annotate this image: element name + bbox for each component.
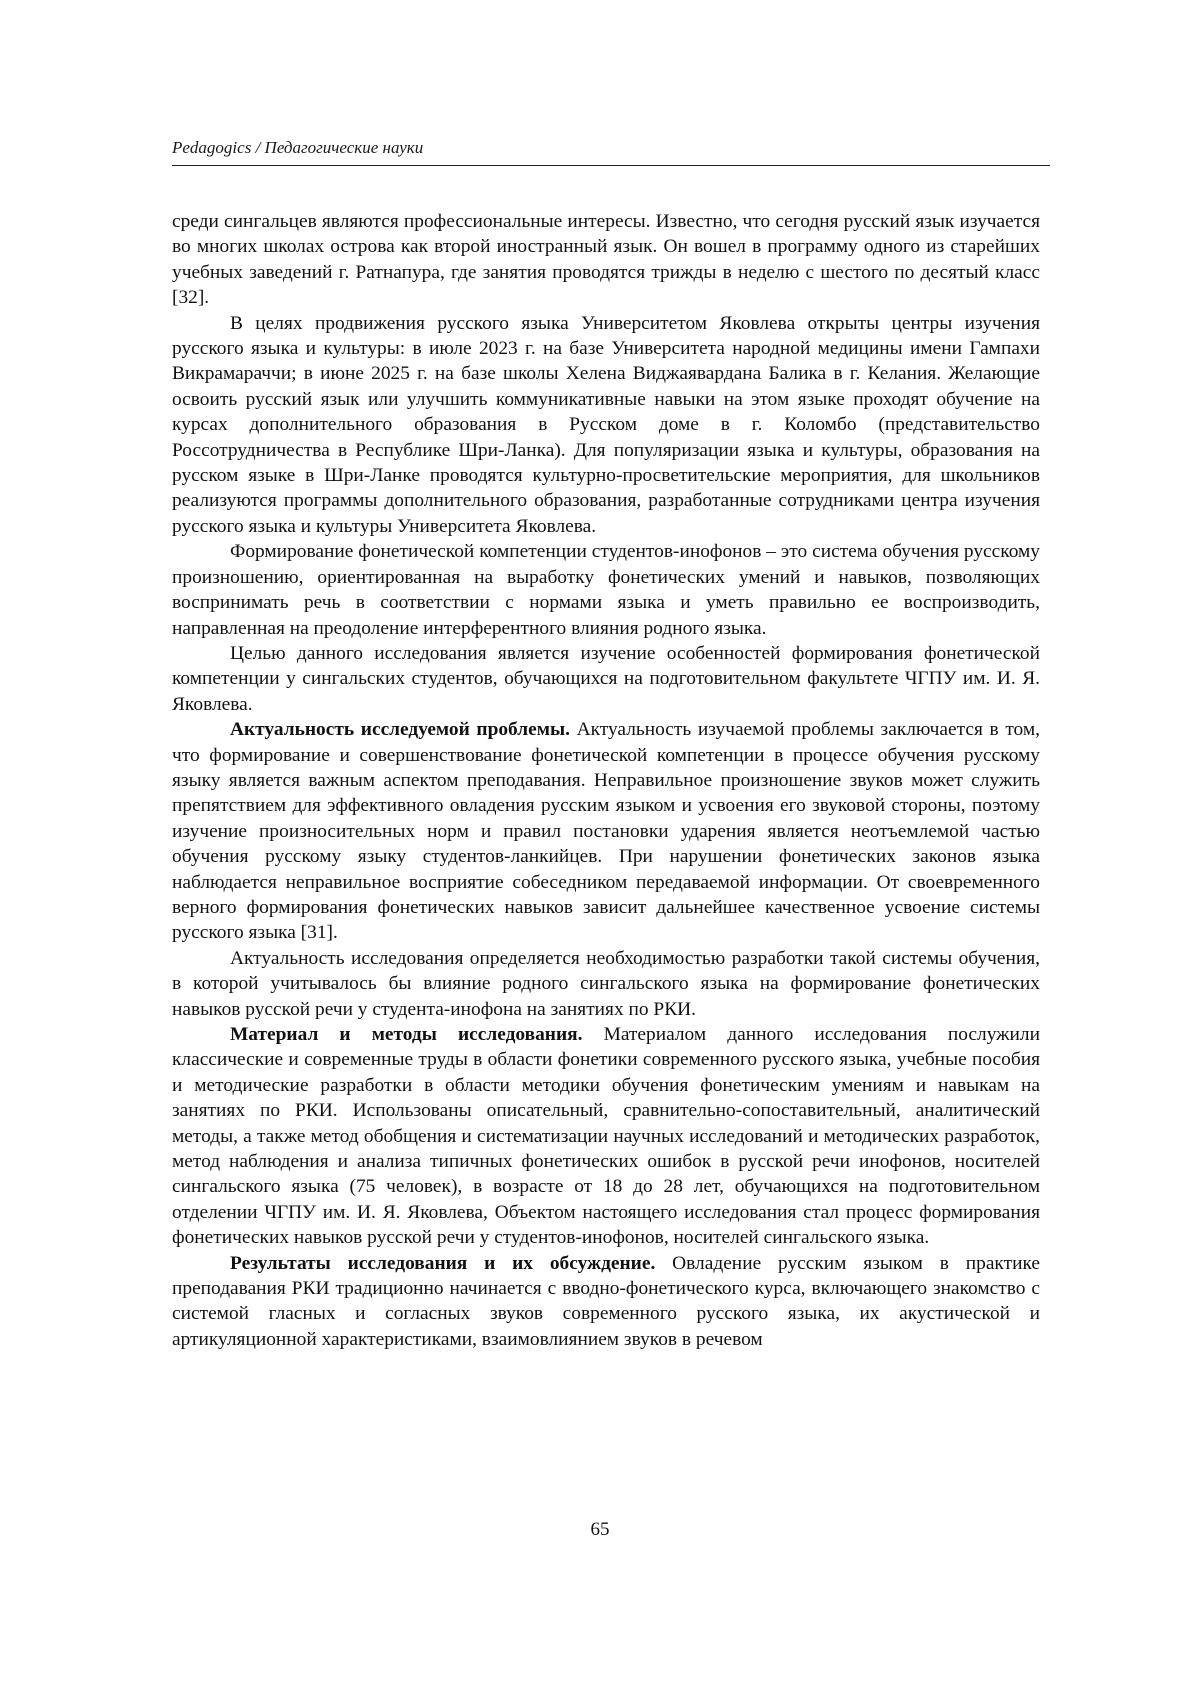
paragraph-relevance xyxy=(172,717,1040,946)
paragraph-text: В целях продвижения русского языка Университетом Яковлева открыты центры изучения русского языка и культуры: в июле 2023 г. на базе Университета народной медицины имени Гампахи Викрамараччи; в июне 2025 г. на базе школы Хелена Виджаявардана Балика в г. Келания. Желающие освоить русский язык или улучшить коммуникативные навыки на этом языке проходят обучение на курсах дополнительного образования в Русском доме в г. Коломбо (представительство Россотрудничества в Республике Шри-Ланка). Для популяризации языка и культуры, образования на русском языке в Шри-Ланке проводятся культурно-просветительские мероприятия, для школьников реализуются программы дополнительного образования, разработанные сотрудниками центра изучения русского языка и культуры Университета Яковлева. xyxy=(172,312,1040,537)
paragraph-results xyxy=(172,1251,1040,1353)
section-heading-methods: Материал и методы исследования. xyxy=(230,1024,583,1045)
paragraph-text: Овладение русским языком в практике преподавания РКИ традиционно начинается с вводно-фонетического курса, включающего знакомство с системой гласных и согласных звуков современного русского языка, их акустической и артикуляционной характеристиками, взаимовлиянием звуков в речевом xyxy=(172,1252,1040,1350)
paragraph-text: среди сингальцев являются профессиональные интересы. Известно, что сегодня русский язык изучается во многих школах острова как второй иностранный язык. Он вошел в программу одного из старейших учебных заведений г. Ратнапура, где занятия проводятся трижды в неделю с шестого по десятый класс [32]. xyxy=(172,211,1040,309)
paragraph-methods xyxy=(172,1022,1040,1251)
paragraph-1 xyxy=(172,209,1040,311)
section-heading-results: Результаты исследования и их обсуждение. xyxy=(230,1252,656,1274)
paragraph-text: Формирование фонетической компетенции студентов-инофонов – это система обучения русскому произношению, ориентированная на выработку фонетических умений и навыков, позволяющих воспринимать речь в соответствии с нормами языка и уметь правильно ее воспроизводить, направленная на преодоление интерферентного влияния родного языка. xyxy=(172,541,1040,639)
paragraph-4 xyxy=(172,641,1040,717)
section-heading-relevance: Актуальность исследуемой проблемы. xyxy=(230,719,570,741)
paragraph-6 xyxy=(172,946,1040,1022)
article-body xyxy=(172,209,1040,1352)
header-rule xyxy=(172,165,1050,166)
paragraph-text: Актуальность изучаемой проблемы заключается в том, что формирование и совершенствование фонетической компетенции в процессе обучения русскому языку является важным аспектом преподавания. Неправильное произношение звуков может служить препятствием для эффективного овладения русским языком и усвоения его звуковой стороны, поэтому изучение произносительных норм и правил постановки ударения является неотъемлемой частью обучения русскому языку студентов-ланкийцев. При нарушении фонетических законов языка наблюдается неправильное восприятие собеседником передаваемой информации. От своевременного верного формирования фонетических навыков зависит дальнейшее качественное усвоение системы русского языка [31]. xyxy=(172,719,1040,944)
paragraph-3 xyxy=(172,539,1040,641)
paragraph-2 xyxy=(172,311,1040,540)
paragraph-text: Материалом данного исследования послужили классические и современные труды в области фонетики современного русского языка, учебные пособия и методические разработки в области методики обучения фонетическим умениям и навыкам на занятиях по РКИ. Использованы описательный, сравнительно-сопоставительный, аналитический методы, а также метод обобщения и систематизации научных исследований и методических разработок, метод наблюдения и анализа типичных фонетических ошибок в русской речи инофонов, носителей сингальского языка (75 человек), в возрасте от 18 до 28 лет, обучающихся на подготовительном отделении ЧГПУ им. И. Я. Яковлева, Объектом настоящего исследования стал процесс формирования фонетических навыков русской речи у студентов-инофонов, носителей сингальского языка. xyxy=(172,1024,1040,1249)
page-number: 65 xyxy=(590,1519,610,1540)
running-header: Pedagogics / Педагогические науки xyxy=(172,138,424,157)
paragraph-text: Целью данного исследования является изучение особенностей формирования фонетической компетенции у сингальских студентов, обучающихся на подготовительном факультете ЧГПУ им. И. Я. Яковлева. xyxy=(172,642,1040,715)
paragraph-text: Актуальность исследования определяется необходимостью разработки такой системы обучения, в которой учитывалось бы влияние родного сингальского языка на формирование фонетических навыков русской речи у студента-инофона на занятиях по РКИ. xyxy=(172,947,1040,1020)
